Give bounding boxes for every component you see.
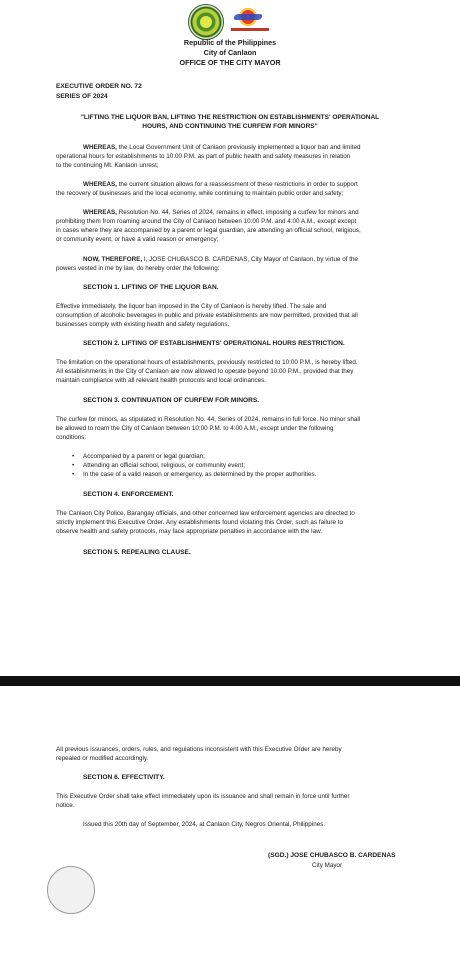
republic-line: Republic of the Philippines [183,38,277,47]
city-line: City of Canlaon [203,48,257,57]
section-3-line-1: The curfew for minors, as stipulated in Resolution No. 44, Series of 2024, remains in full force. No minor shall [56,416,361,423]
issued-statement: Issued this 20th day of September, 2024, at Canlaon City, Negros Oriental, Philippines. [83,821,326,828]
whereas-1-line-1 [83,144,413,152]
section-1-line-1: Effective immediately, the liquor ban imposed in the City of Canlaon is hereby lifted. The sale and [56,303,327,310]
order-title-line-1: "LIFTING THE LIQUOR BAN, LIFTING THE RESTRICTION ON ESTABLISHMENTS' OPERATIONAL [80,114,380,121]
office-line: OFFICE OF THE CITY MAYOR [179,58,281,67]
whereas-2-line-2: the recovery of businesses and the local economy, while continuing to maintain public order and safety; [56,190,344,197]
whereas-lead: WHEREAS, [83,209,117,216]
whereas-2-line-1 [83,181,413,189]
section-4-line-2: strictly implement this Executive Order. Any establishments found violating this Order, such as failure to [56,519,343,526]
section-1-heading: SECTION 1. LIFTING OF THE LIQUOR BAN. [83,284,219,291]
bagong-pilipinas-logo-icon [227,8,271,34]
whereas-3-line-2: prohibiting them from roaming around the City of Canlaon between 10:00 P.M. and 4:00 A.M., except except [56,218,357,225]
whereas-3-line-4: or community event, or have a valid reason or emergency; [56,236,219,243]
whereas-text: the Local Government Unit of Canlaon previously implemented a liquor ban and limited [118,144,361,151]
section-1-line-3: businesses comply with existing health and safety regulations. [56,321,230,328]
whereas-text: the current situation allows for a reassessment of these restrictions in order to support [118,181,358,188]
section-3-line-2: be allowed to roam the City of Canlaon between 10:00 P.M. to 4:00 A.M., except under the following [56,425,334,432]
section-5-line-1: All previous issuances, orders, rules, and regulations inconsistent with this Executive Order are hereby [56,746,342,753]
now-therefore-text: I, JOSE CHUBASCO B. CARDENAS, City Mayor of Canlaon, by virtue of the [143,256,359,263]
curfew-condition-bullet: • Attending an official school, religious, or community event; [83,462,245,470]
signatory-name: (SGD.) JOSE CHUBASCO B. CARDENAS [268,852,396,859]
curfew-condition-bullet: • In the case of a valid reason or emergency, as determined by the proper authorities. [83,471,316,479]
section-5-heading: SECTION 5. REPEALING CLAUSE. [83,549,191,556]
section-3-heading: SECTION 3. CONTINUATION OF CURFEW FOR MINORS. [83,397,260,404]
now-therefore-line-1 [83,256,413,264]
section-4-line-3: observe health and safety protocols, may face appropriate penalties in accordance with the law. [56,528,323,535]
signatory-title: City Mayor [312,862,343,869]
header-logos [0,4,460,38]
curfew-condition-bullet: • Accompanied by a parent or legal guardian; [83,453,205,461]
section-1-line-2: consumption of alcoholic beverages in public and private establishments are now permitted, provided that all [56,312,358,319]
now-therefore-lead: NOW, THEREFORE, [83,256,143,263]
order-series: SERIES OF 2024 [56,93,108,100]
office-seal-stamp-icon [47,866,95,914]
section-2-line-2: All establishments in the City of Canlaon are now allowed to operate beyond 10:00 P.M., provided that they [56,368,354,375]
section-6-line-2: notice. [56,802,75,809]
section-2-heading: SECTION 2. LIFTING OF ESTABLISHMENTS' OPERATIONAL HOURS RESTRICTION. [83,340,345,347]
section-6-heading: SECTION 6. EFFECTIVITY. [83,774,165,781]
whereas-lead: WHEREAS, [83,181,117,188]
order-title-line-2: HOURS, AND CONTINUING THE CURFEW FOR MINORS" [142,123,318,130]
whereas-text: Resolution No. 44, Series of 2024, remains in effect, imposing a curfew for minors and [118,209,359,216]
section-6-line-1: This Executive Order shall take effect immediately upon its issuance and shall remain in force until further [56,793,350,800]
section-4-heading: SECTION 4. ENFORCEMENT. [83,491,174,498]
section-4-line-1: The Canlaon City Police, Barangay officials, and other concerned law enforcement agencies are directed to [56,510,355,517]
whereas-lead: WHEREAS, [83,144,117,151]
whereas-1-line-2: operational hours for establishments to 10:00 P.M. as part of public health and safety measures in relation [56,153,351,160]
document-page-2 [0,686,460,960]
section-3-line-3: conditions: [56,434,87,441]
whereas-1-line-3: to the continuing Mt. Kanlaon unrest; [56,162,159,169]
page-break [0,676,460,686]
section-5-line-2: repealed or modified accordingly. [56,755,149,762]
section-2-line-3: maintain compliance with all relevant health protocols and local ordinances. [56,377,267,384]
section-2-line-1: The limitation on the operational hours of establishments, previously restricted to 10:00 P.M., is hereby lifted. [56,359,358,366]
city-seal-icon [188,4,224,40]
whereas-3-line-1 [83,209,413,217]
whereas-3-line-3: in cases where they are accompanied by a parent or legal guardian, are attending an official school, religious, [56,227,361,234]
order-number: EXECUTIVE ORDER NO. 72 [56,83,142,90]
now-therefore-line-2: powers vested in me by law, do hereby order the following: [56,265,220,272]
